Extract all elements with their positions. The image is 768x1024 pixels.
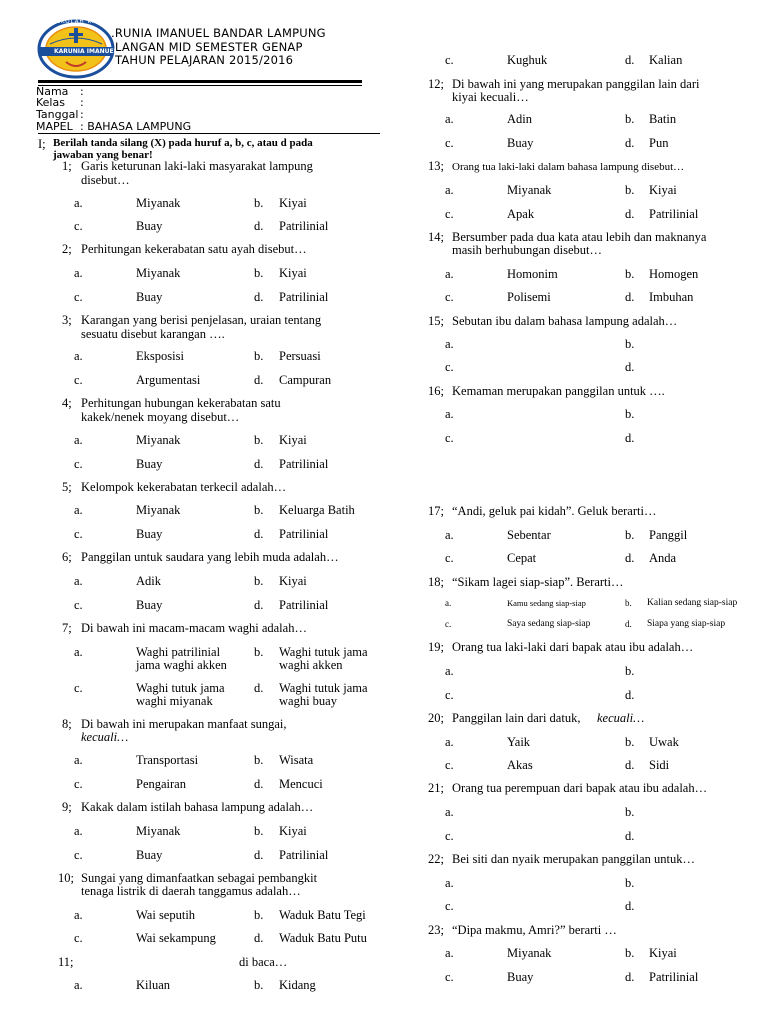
q14-text-1: Bersumber pada dua kata atau lebih dan maknanya (452, 230, 707, 244)
q23-text-1: “Dipa makmu, Amri?” berarti … (452, 923, 617, 937)
q5-a-letter: a. (74, 503, 83, 517)
q2-d-letter: d. (254, 290, 264, 304)
q11-option-c[interactable]: Kughuk (507, 53, 548, 67)
q18-b-letter: b. (625, 598, 632, 608)
exam-title: LANGAN MID SEMESTER GENAP (115, 40, 303, 54)
header-rule-thin (38, 85, 362, 86)
q21-a-letter: a. (445, 805, 454, 819)
q23-option-d[interactable]: Patrilinial (649, 970, 699, 984)
q14-b-letter: b. (625, 267, 635, 281)
q12-option-d[interactable]: Pun (649, 136, 669, 150)
q13-b-letter: b. (625, 183, 635, 197)
kelas-label: Kelas (36, 96, 65, 109)
q8-a-letter: a. (74, 753, 83, 767)
q6-option-b[interactable]: Kiyai (279, 574, 307, 588)
q12-d-letter: d. (625, 136, 635, 150)
mapel-value: : BAHASA LAMPUNG (80, 120, 192, 133)
logo-band-text: KARUNIA IMANUEL (54, 48, 118, 55)
q2-text-1: Perhitungan kekerabatan satu ayah disebut… (81, 242, 307, 256)
q14-a-letter: a. (445, 267, 454, 281)
q13-option-d[interactable]: Patrilinial (649, 207, 699, 221)
q8-option-c[interactable]: Pengairan (136, 777, 186, 791)
q13-option-a[interactable]: Miyanak (507, 183, 552, 197)
q10-b-letter: b. (254, 908, 264, 922)
q5-option-b[interactable]: Keluarga Batih (279, 503, 355, 517)
q11-text-1: di baca… (239, 955, 288, 969)
q4-b-letter: b. (254, 433, 264, 447)
q11-option-b[interactable]: Kidang (279, 978, 316, 992)
q8-b-letter: b. (254, 753, 264, 767)
q22-d-letter: d. (625, 899, 635, 913)
q17-option-c[interactable]: Cepat (507, 551, 537, 565)
q8-option-b[interactable]: Wisata (279, 753, 314, 767)
q16-b-letter: b. (625, 407, 635, 421)
q16-c-letter: c. (445, 431, 454, 445)
q20-b-letter: b. (625, 735, 635, 749)
q10-option-a[interactable]: Wai seputih (136, 908, 196, 922)
q20-text-1: Panggilan lain dari datuk, (452, 711, 581, 725)
q8-d-letter: d. (254, 777, 264, 791)
q20-option-b[interactable]: Uwak (649, 735, 679, 749)
q22-text-1: Bei siti dan nyaik merupakan panggilan untuk… (452, 852, 696, 866)
q3-text-2: sesuatu disebut karangan …. (81, 327, 225, 341)
q7-option-a-1[interactable]: Waghi patrilinial (136, 645, 221, 659)
q4-text-2: kakek/nenek moyang disebut… (81, 410, 240, 424)
q20-d-letter: d. (625, 758, 635, 772)
q7-option-b-2[interactable]: waghi akken (279, 658, 343, 672)
q9-option-a[interactable]: Miyanak (136, 824, 181, 838)
q5-text-1: Kelompok kekerabatan terkecil adalah… (81, 480, 287, 494)
header-rule-thick (38, 80, 362, 83)
q1-a-letter: a. (74, 196, 83, 210)
q9-option-d[interactable]: Patrilinial (279, 848, 329, 862)
q19-text-1: Orang tua laki-laki dari bapak atau ibu adalah… (452, 640, 694, 654)
q9-c-letter: c. (74, 848, 83, 862)
q7-d-letter: d. (254, 681, 264, 695)
q6-d-letter: d. (254, 598, 264, 612)
q1-text-1: Garis keturunan laki-laki masyarakat lampung (81, 159, 313, 173)
q5-b-letter: b. (254, 503, 264, 517)
q3-c-letter: c. (74, 373, 83, 387)
q3-option-a[interactable]: Eksposisi (136, 349, 184, 363)
q11-number: 11; (58, 955, 74, 969)
q8-text-italic: kecuali… (81, 730, 129, 744)
q22-c-letter: c. (445, 899, 454, 913)
q14-number: 14; (428, 230, 444, 244)
q19-b-letter: b. (625, 664, 635, 678)
q21-text-1: Orang tua perempuan dari bapak atau ibu adalah… (452, 781, 708, 795)
q1-option-c[interactable]: Buay (136, 219, 163, 233)
q16-a-letter: a. (445, 407, 454, 421)
q3-option-b[interactable]: Persuasi (279, 349, 321, 363)
q23-b-letter: b. (625, 946, 635, 960)
q21-c-letter: c. (445, 829, 454, 843)
q7-option-a-2[interactable]: jama waghi akken (136, 658, 227, 672)
q11-option-a[interactable]: Kiluan (136, 978, 171, 992)
q15-c-letter: c. (445, 360, 454, 374)
q7-option-b-1[interactable]: Waghi tutuk jama (279, 645, 368, 659)
q20-option-c[interactable]: Akas (507, 758, 533, 772)
q1-c-letter: c. (74, 219, 83, 233)
q21-number: 21; (428, 781, 444, 795)
q12-option-b[interactable]: Batin (649, 112, 677, 126)
q4-option-a[interactable]: Miyanak (136, 433, 181, 447)
q17-text-1: “Andi, geluk pai kidah”. Geluk berarti… (452, 504, 657, 518)
q14-option-a[interactable]: Homonim (507, 267, 558, 281)
section-instruction-1: Berilah tanda silang (X) pada huruf a, b, c, atau d pada (53, 137, 313, 149)
q10-a-letter: a. (74, 908, 83, 922)
q23-option-b[interactable]: Kiyai (649, 946, 677, 960)
q11-a-letter: a. (74, 978, 83, 992)
q9-a-letter: a. (74, 824, 83, 838)
q10-d-letter: d. (254, 931, 264, 945)
q7-option-c-1[interactable]: Waghi tutuk jama (136, 681, 225, 695)
q6-option-a[interactable]: Adik (136, 574, 161, 588)
q11-c-letter: c. (445, 53, 454, 67)
form-rule (38, 133, 380, 134)
q20-number: 20; (428, 711, 444, 725)
tanggal-colon: : (80, 108, 84, 121)
q8-number: 8; (62, 717, 72, 731)
q12-option-c[interactable]: Buay (507, 136, 534, 150)
q12-number: 12; (428, 77, 444, 91)
q20-a-letter: a. (445, 735, 454, 749)
q15-a-letter: a. (445, 337, 454, 351)
q1-number: 1; (62, 159, 72, 173)
q8-c-letter: c. (74, 777, 83, 791)
q2-c-letter: c. (74, 290, 83, 304)
q20-option-a[interactable]: Yaik (507, 735, 531, 749)
q12-text-2: kiyai kecuali… (452, 90, 529, 104)
q9-b-letter: b. (254, 824, 264, 838)
q10-text-2: tenaga listrik di daerah tanggamus adalah… (81, 884, 301, 898)
q23-number: 23; (428, 923, 444, 937)
q6-b-letter: b. (254, 574, 264, 588)
q3-option-c[interactable]: Argumentasi (136, 373, 201, 387)
q18-d-letter: d. (625, 619, 632, 629)
q1-text-2: disebut… (81, 173, 130, 187)
q18-a-letter: a. (445, 598, 452, 608)
q15-d-letter: d. (625, 360, 635, 374)
q1-option-d[interactable]: Patrilinial (279, 219, 329, 233)
section-number: I; (38, 137, 46, 151)
q9-d-letter: d. (254, 848, 264, 862)
q17-option-a[interactable]: Sebentar (507, 528, 551, 542)
q21-b-letter: b. (625, 805, 635, 819)
q13-option-c[interactable]: Apak (507, 207, 535, 221)
q18-option-c[interactable]: Saya sedang siap-siap (507, 619, 591, 629)
q14-d-letter: d. (625, 290, 635, 304)
q23-option-c[interactable]: Buay (507, 970, 534, 984)
q1-b-letter: b. (254, 196, 264, 210)
q14-option-d[interactable]: Imbuhan (649, 290, 694, 304)
q17-b-letter: b. (625, 528, 635, 542)
q7-text-1: Di bawah ini macam-macam waghi adalah… (81, 621, 307, 635)
q18-text-1: “Sikam lagei siap-siap”. Berarti… (452, 575, 624, 589)
q2-option-c[interactable]: Buay (136, 290, 163, 304)
q6-a-letter: a. (74, 574, 83, 588)
q11-b-letter: b. (254, 978, 264, 992)
q4-option-d[interactable]: Patrilinial (279, 457, 329, 471)
q15-text-1: Sebutan ibu dalam bahasa lampung adalah… (452, 314, 678, 328)
nama-label: Nama (36, 85, 69, 98)
q3-d-letter: d. (254, 373, 264, 387)
q10-option-b[interactable]: Waduk Batu Tegi (279, 908, 366, 922)
q23-a-letter: a. (445, 946, 454, 960)
q3-number: 3; (62, 313, 72, 327)
q2-b-letter: b. (254, 266, 264, 280)
q7-c-letter: c. (74, 681, 83, 695)
q13-option-b[interactable]: Kiyai (649, 183, 677, 197)
q23-c-letter: c. (445, 970, 454, 984)
q10-option-d[interactable]: Waduk Batu Putu (279, 931, 367, 945)
nama-colon: : (80, 85, 84, 98)
q12-option-a[interactable]: Adin (507, 112, 532, 126)
q5-c-letter: c. (74, 527, 83, 541)
q16-d-letter: d. (625, 431, 635, 445)
q5-option-a[interactable]: Miyanak (136, 503, 181, 517)
q10-number: 10; (58, 871, 74, 885)
mapel-label: MAPEL (36, 120, 73, 133)
q7-b-letter: b. (254, 645, 264, 659)
q4-d-letter: d. (254, 457, 264, 471)
q20-c-letter: c. (445, 758, 454, 772)
q17-option-b[interactable]: Panggil (649, 528, 688, 542)
q3-a-letter: a. (74, 349, 83, 363)
q4-option-c[interactable]: Buay (136, 457, 163, 471)
q9-option-b[interactable]: Kiyai (279, 824, 307, 838)
q2-number: 2; (62, 242, 72, 256)
q11-d-letter: d. (625, 53, 635, 67)
q12-text-1: Di bawah ini yang merupakan panggilan lain dari (452, 77, 700, 91)
q2-option-d[interactable]: Patrilinial (279, 290, 329, 304)
q6-number: 6; (62, 550, 72, 564)
q17-number: 17; (428, 504, 444, 518)
q7-option-d-2[interactable]: waghi buay (279, 694, 337, 708)
q4-a-letter: a. (74, 433, 83, 447)
q22-b-letter: b. (625, 876, 635, 890)
q7-option-c-2[interactable]: waghi miyanak (136, 694, 213, 708)
q18-number: 18; (428, 575, 444, 589)
q15-number: 15; (428, 314, 444, 328)
q19-a-letter: a. (445, 664, 454, 678)
q7-a-letter: a. (74, 645, 83, 659)
q3-option-d[interactable]: Campuran (279, 373, 332, 387)
q18-option-d[interactable]: Siapa yang siap-siap (647, 619, 726, 629)
q2-a-letter: a. (74, 266, 83, 280)
q16-text-1: Kemaman merupakan panggilan untuk …. (452, 384, 665, 398)
q20-option-d[interactable]: Sidi (649, 758, 670, 772)
q22-a-letter: a. (445, 876, 454, 890)
q9-option-c[interactable]: Buay (136, 848, 163, 862)
q14-option-b[interactable]: Homogen (649, 267, 699, 281)
q5-option-c[interactable]: Buay (136, 527, 163, 541)
q17-a-letter: a. (445, 528, 454, 542)
q5-option-d[interactable]: Patrilinial (279, 527, 329, 541)
q2-option-a[interactable]: Miyanak (136, 266, 181, 280)
q3-b-letter: b. (254, 349, 264, 363)
q8-option-d[interactable]: Mencuci (279, 777, 323, 791)
q8-text-1: Di bawah ini merupakan manfaat sungai, (81, 717, 287, 731)
q8-option-a[interactable]: Transportasi (136, 753, 199, 767)
q19-c-letter: c. (445, 688, 454, 702)
q3-text-1: Karangan yang berisi penjelasan, uraian tentang (81, 313, 322, 327)
q2-option-b[interactable]: Kiyai (279, 266, 307, 280)
q13-d-letter: d. (625, 207, 635, 221)
q12-b-letter: b. (625, 112, 635, 126)
q1-option-b[interactable]: Kiyai (279, 196, 307, 210)
tanggal-label: Tanggal (36, 108, 79, 121)
q23-d-letter: d. (625, 970, 635, 984)
q10-c-letter: c. (74, 931, 83, 945)
q17-d-letter: d. (625, 551, 635, 565)
q11-option-d[interactable]: Kalian (649, 53, 683, 67)
q18-option-b[interactable]: Kalian sedang siap-siap (647, 598, 738, 608)
q12-a-letter: a. (445, 112, 454, 126)
q13-a-letter: a. (445, 183, 454, 197)
q4-text-1: Perhitungan hubungan kekerabatan satu (81, 396, 281, 410)
q13-c-letter: c. (445, 207, 454, 221)
q1-option-a[interactable]: Miyanak (136, 196, 181, 210)
q16-number: 16; (428, 384, 444, 398)
q4-number: 4; (62, 396, 72, 410)
q17-option-d[interactable]: Anda (649, 551, 677, 565)
q14-c-letter: c. (445, 290, 454, 304)
q20-text-italic: kecuali… (597, 711, 645, 725)
q18-c-letter: c. (445, 619, 452, 629)
q9-number: 9; (62, 800, 72, 814)
q6-c-letter: c. (74, 598, 83, 612)
school-year: TAHUN PELAJARAN 2015/2016 (115, 53, 294, 67)
q4-option-b[interactable]: Kiyai (279, 433, 307, 447)
q21-d-letter: d. (625, 829, 635, 843)
q19-number: 19; (428, 640, 444, 654)
q7-number: 7; (62, 621, 72, 635)
q6-option-c[interactable]: Buay (136, 598, 163, 612)
q13-text-1: Orang tua laki-laki dalam bahasa lampung disebut… (452, 161, 685, 173)
q19-d-letter: d. (625, 688, 635, 702)
q10-option-c[interactable]: Wai sekampung (136, 931, 216, 945)
q1-d-letter: d. (254, 219, 264, 233)
q14-text-2: masih berhubungan disebut… (452, 243, 602, 257)
q13-number: 13; (428, 159, 444, 173)
q4-c-letter: c. (74, 457, 83, 471)
q14-option-c[interactable]: Polisemi (507, 290, 551, 304)
q23-option-a[interactable]: Miyanak (507, 946, 552, 960)
q22-number: 22; (428, 852, 444, 866)
section-instruction-2: jawaban yang benar! (53, 149, 153, 161)
q12-c-letter: c. (445, 136, 454, 150)
q17-c-letter: c. (445, 551, 454, 565)
kelas-colon: : (80, 96, 84, 109)
school-name: .RUNIA IMANUEL BANDAR LAMPUNG (111, 26, 326, 40)
q10-text-1: Sungai yang dimanfaatkan sebagai pembangkit (81, 871, 318, 885)
q5-d-letter: d. (254, 527, 264, 541)
q9-text-1: Kakak dalam istilah bahasa lampung adalah… (81, 800, 314, 814)
q6-option-d[interactable]: Patrilinial (279, 598, 329, 612)
q18-option-a[interactable]: Kamu sedang siap-siap (507, 598, 586, 608)
logo-top-text: SEKOLAH KRISTEN (52, 19, 118, 25)
q5-number: 5; (62, 480, 72, 494)
q6-text-1: Panggilan untuk saudara yang lebih muda adalah… (81, 550, 339, 564)
q7-option-d-1[interactable]: Waghi tutuk jama (279, 681, 368, 695)
q15-b-letter: b. (625, 337, 635, 351)
